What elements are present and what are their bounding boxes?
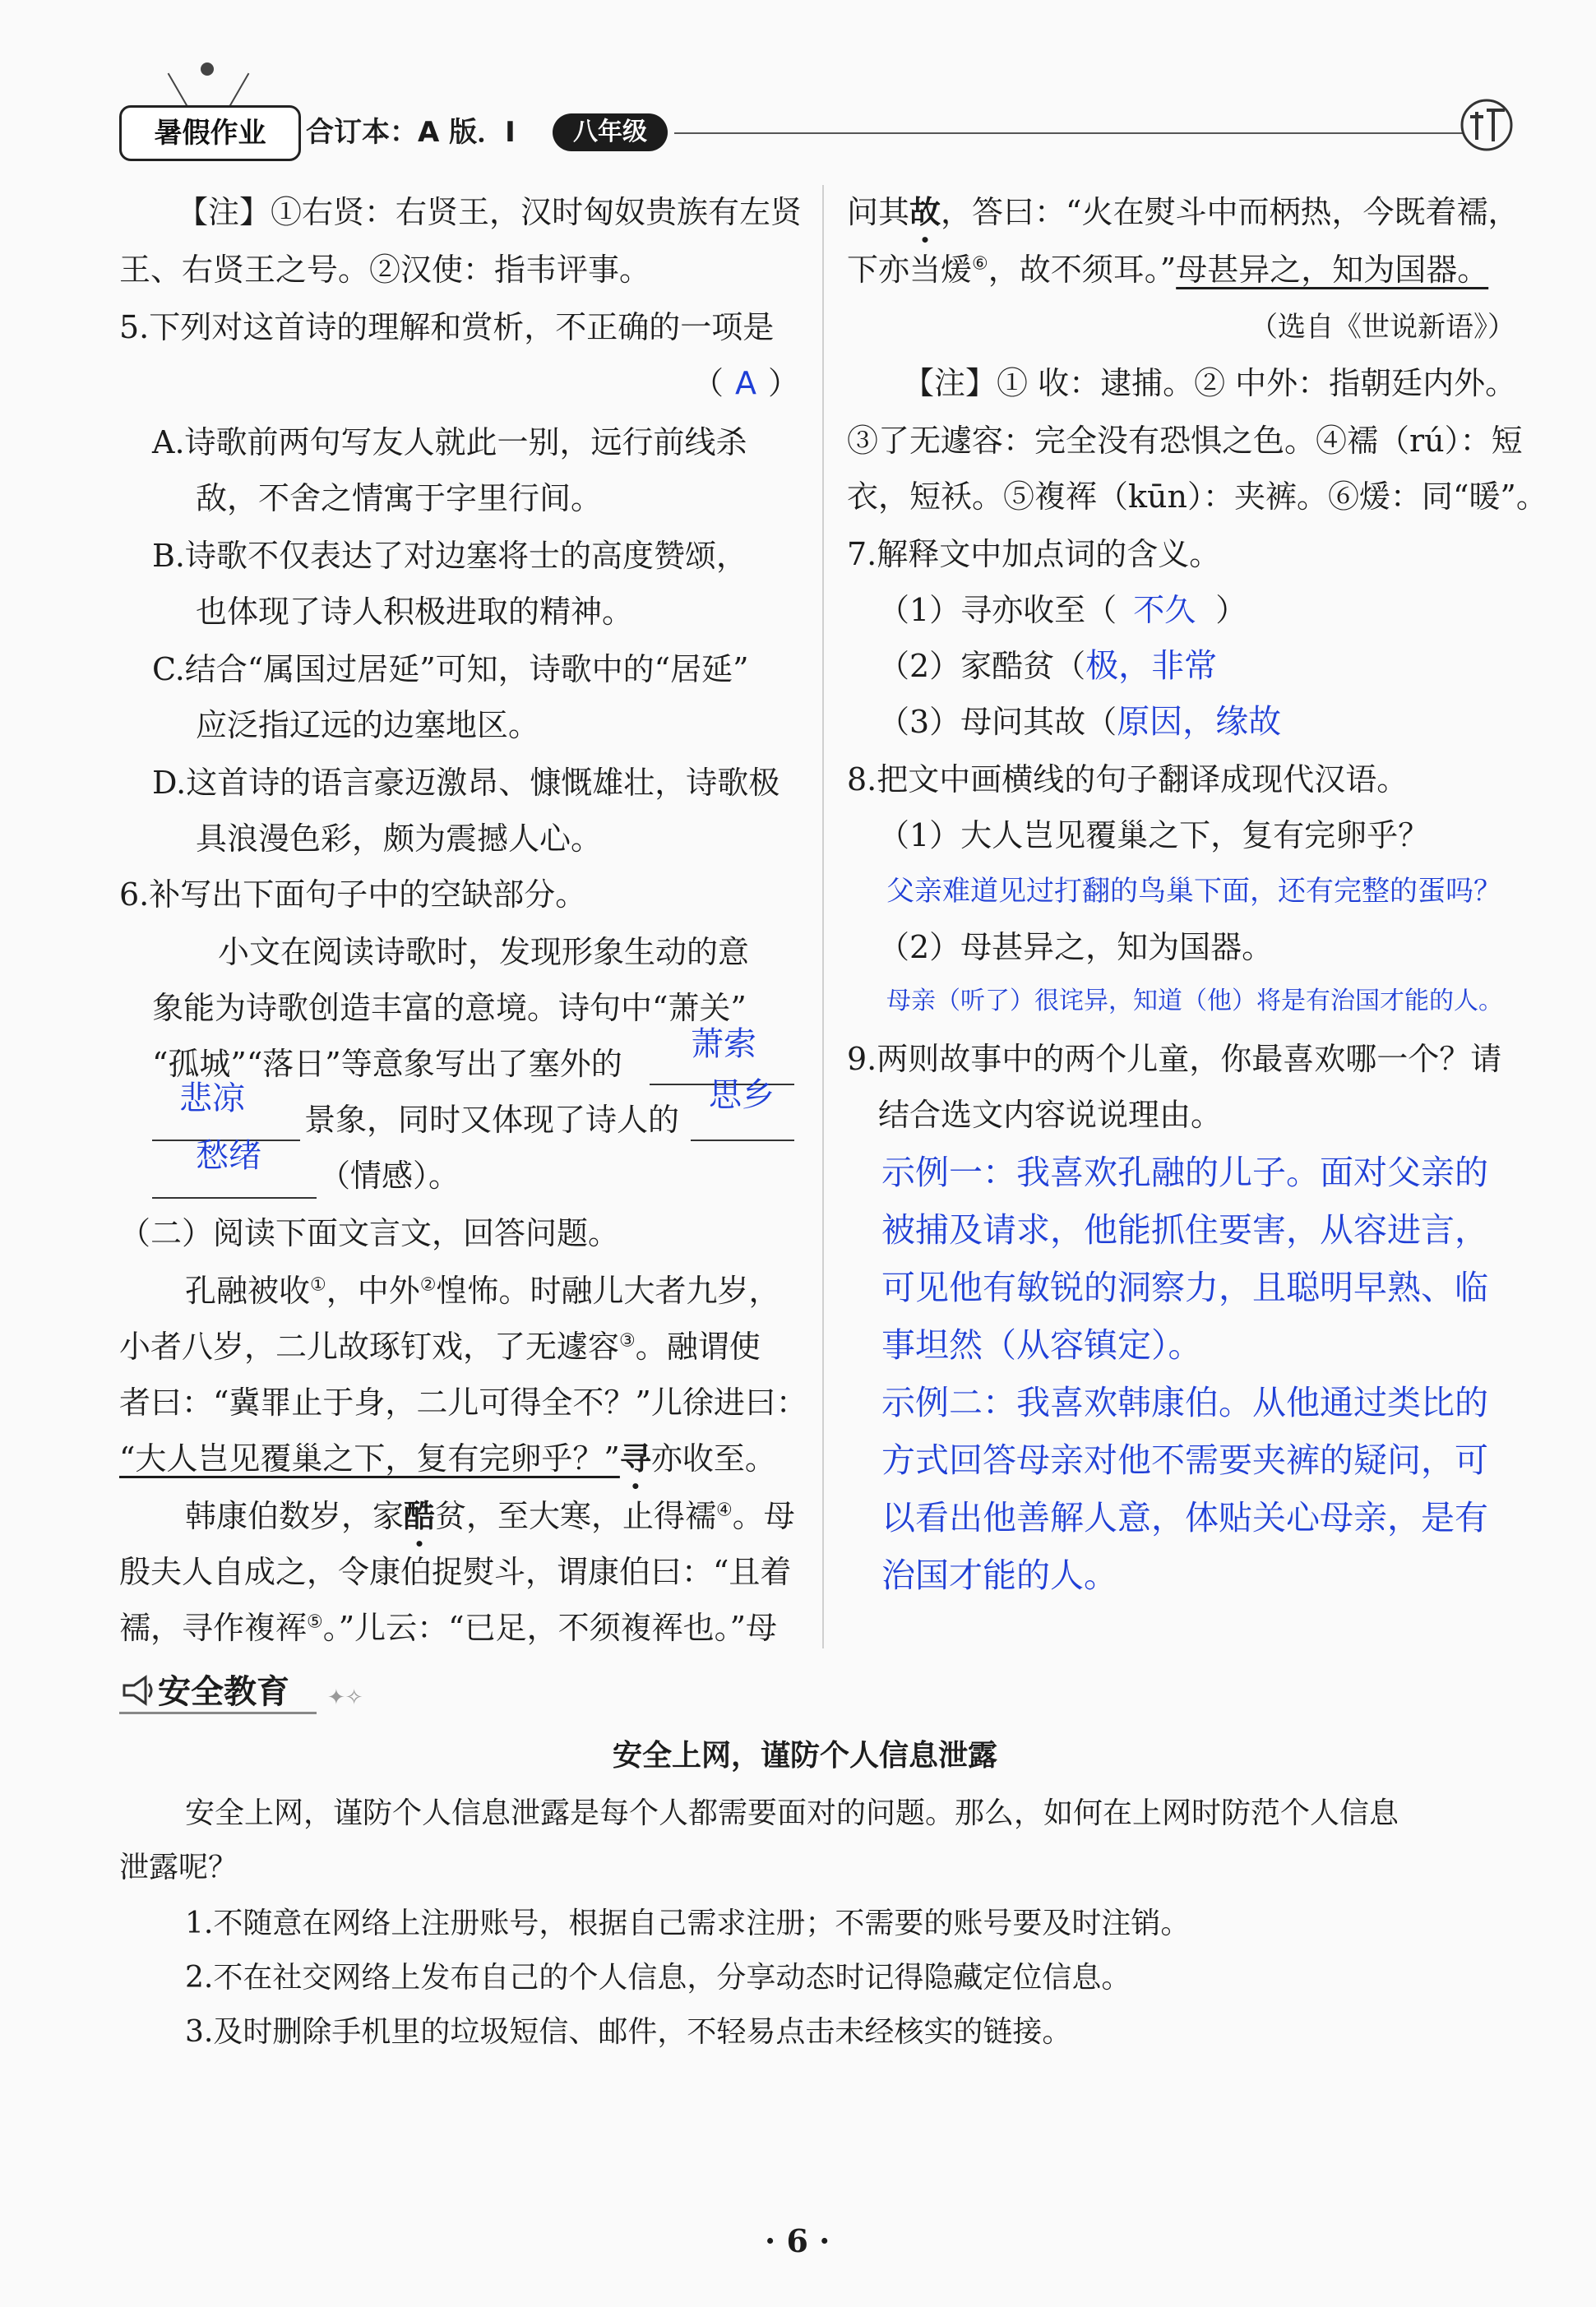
dotted-word-ku: 酷 bbox=[404, 1497, 436, 1534]
q6-line-3: “孤城”“落日”等意象写出了塞外的 bbox=[152, 1046, 622, 1082]
safety-section-heading: 安全教育 bbox=[158, 1673, 289, 1711]
passage2-line-5: 下亦当煖⑥，故不须耳。”母甚异之，知为国器。 bbox=[847, 252, 1489, 288]
brand-logo-icon bbox=[1454, 92, 1528, 158]
hang-knot bbox=[201, 62, 214, 76]
edition-label: 合订本：A 版．I bbox=[306, 116, 516, 149]
q5-stem: 5.下列对这首诗的理解和赏析，不正确的一项是 bbox=[119, 309, 775, 345]
q5-option-b-line2: 也体现了诗人积极进取的精神。 bbox=[196, 594, 634, 630]
passage2-line-1: 韩康伯数岁，家酷贫，至大寒，止得襦④。母 bbox=[185, 1497, 795, 1534]
star-decoration-icon: ✦✧ bbox=[327, 1685, 363, 1710]
passage-note-line-1: 【注】① 收：逮捕。② 中外：指朝廷内外。 bbox=[903, 365, 1517, 401]
q8-item-1: （1）大人岂见覆巢之下，复有完卵乎？ bbox=[878, 817, 1430, 853]
q6-answer-2: 悲凉 bbox=[179, 1080, 245, 1117]
q6-line-4: 景象，同时又体现了诗人的 bbox=[304, 1102, 680, 1138]
q7-answer-1: 不久 bbox=[1133, 592, 1196, 628]
safety-item-3: 3.及时删除手机里的垃圾短信、邮件，不轻易点击未经核实的链接。 bbox=[185, 2015, 1072, 2049]
safety-article-title: 安全上网，谨防个人信息泄露 bbox=[613, 1739, 998, 1773]
q7-item-2: （2）家酷贫（极，非常 bbox=[878, 647, 1218, 685]
q9-stem-line-1: 9.两则故事中的两个儿童，你最喜欢哪一个？请 bbox=[847, 1041, 1502, 1077]
q9-answer-line-4: 事坦然（从容镇定）。 bbox=[881, 1325, 1202, 1365]
passage1-line-2: 小者八岁，二儿故琢钉戏，了无遽容③。融谓使 bbox=[119, 1329, 761, 1365]
q7-item-1: （1）寻亦收至（ 不久 ） bbox=[878, 592, 1247, 628]
safety-intro-line-2: 泄露呢？ bbox=[119, 1851, 238, 1884]
note-line-1: 【注】①右贤：右贤王，汉时匈奴贵族有左贤 bbox=[177, 194, 803, 230]
q6-line-1: 小文在阅读诗歌时，发现形象生动的意 bbox=[218, 934, 750, 970]
translate-target-1: “大人岂见覆巢之下，复有完卵乎？” bbox=[119, 1440, 620, 1477]
dotted-word-gu: 故 bbox=[909, 193, 941, 230]
safety-item-1: 1.不随意在网络上注册账号，根据自己需求注册；不需要的账号要及时注销。 bbox=[185, 1907, 1191, 1940]
source-citation: （选自《世说新语》） bbox=[1250, 311, 1515, 344]
q6-answer-4: 愁绪 bbox=[196, 1137, 261, 1175]
q9-answer-line-1: 示例一：我喜欢孔融的儿子。面对父亲的 bbox=[881, 1153, 1488, 1192]
part-two-heading: （二）阅读下面文言文，回答问题。 bbox=[119, 1215, 620, 1251]
header-rule bbox=[674, 132, 1464, 134]
q5-option-a-line2: 敌，不舍之情寓于字里行间。 bbox=[196, 480, 603, 516]
q5-answer: A bbox=[735, 365, 757, 401]
megaphone-icon bbox=[119, 1672, 155, 1708]
q6-line-2: 象能为诗歌创造丰富的意境。诗句中“萧关” bbox=[152, 990, 747, 1026]
q5-answer-slot: （ A ） bbox=[692, 365, 800, 401]
note-line-2: 王、右贤王之号。②汉使：指韦评事。 bbox=[119, 252, 651, 288]
q6-answer-3: 思乡 bbox=[709, 1076, 775, 1114]
q6-line-5: （情感）。 bbox=[319, 1158, 460, 1194]
dotted-word-xun: 寻 bbox=[619, 1440, 651, 1477]
translate-target-2: 母甚异之，知为国器。 bbox=[1176, 252, 1489, 288]
passage-note-line-3: 衣，短袄。⑤複裈（kūn）：夹裤。⑥煖：同“暖”。 bbox=[847, 479, 1547, 515]
q5-option-b-line1: B.诗歌不仅表达了对边塞将士的高度赞颂， bbox=[152, 538, 748, 574]
q7-answer-2: 极，非常 bbox=[1085, 647, 1218, 685]
q9-answer-line-5: 示例二：我喜欢韩康伯。从他通过类比的 bbox=[881, 1383, 1488, 1422]
q9-stem-line-2: 结合选文内容说说理由。 bbox=[878, 1097, 1223, 1133]
q9-answer-line-2: 被捕及请求，他能抓住要害，从容进言， bbox=[881, 1210, 1488, 1250]
q7-answer-3: 原因，缘故 bbox=[1117, 703, 1282, 741]
q8-answer-2: 母亲（听了）很诧异，知道（他）将是有治国才能的人。 bbox=[886, 987, 1503, 1015]
safety-intro-line-1: 安全上网，谨防个人信息泄露是每个人都需要面对的问题。那么，如何在上网时防范个人信息 bbox=[185, 1796, 1399, 1830]
safety-item-2: 2.不在社交网络上发布自己的个人信息，分享动态时记得隐藏定位信息。 bbox=[185, 1961, 1131, 1995]
q9-answer-line-8: 治国才能的人。 bbox=[881, 1556, 1117, 1595]
q8-stem: 8.把文中画横线的句子翻译成现代汉语。 bbox=[847, 761, 1409, 798]
passage2-line-2: 殷夫人自成之，令康伯捉熨斗，谓康伯曰：“且着 bbox=[119, 1554, 792, 1590]
q6-stem: 6.补写出下面句子中的空缺部分。 bbox=[119, 876, 587, 913]
passage-note-line-2: ③了无遽容：完全没有恐惧之色。④襦（rú）：短 bbox=[847, 423, 1523, 459]
q5-option-a-line1: A.诗歌前两句写友人就此一别，远行前线杀 bbox=[152, 424, 747, 460]
passage2-line-3: 襦，寻作複裈⑤。”儿云：“已足，不须複裈也。”母 bbox=[119, 1610, 778, 1646]
q8-answer-1: 父亲难道见过打翻的鸟巢下面，还有完整的蛋吗？ bbox=[886, 875, 1501, 908]
q5-option-c-line1: C.结合“属国过居延”可知，诗歌中的“居延” bbox=[152, 651, 749, 687]
q9-answer-line-3: 可见他有敏锐的洞察力，且聪明早熟、临 bbox=[881, 1268, 1488, 1307]
q8-item-2: （2）母甚异之，知为国器。 bbox=[878, 929, 1274, 965]
q5-option-c-line2: 应泛指辽远的边塞地区。 bbox=[196, 707, 540, 743]
passage2-line-4: 问其故，答曰：“火在熨斗中而柄热，今既着襦， bbox=[847, 193, 1520, 230]
q5-option-d-line2: 具浪漫色彩，颇为震撼人心。 bbox=[196, 821, 603, 857]
q5-option-d-line1: D.这首诗的语言豪迈激昂、慷慨雄壮，诗歌极 bbox=[152, 765, 780, 801]
q9-answer-line-7: 以看出他善解人意，体贴关心母亲，是有 bbox=[881, 1498, 1488, 1537]
page-number: · 6 · bbox=[765, 2222, 830, 2259]
q7-item-3: （3）母问其故（原因，缘故 bbox=[878, 703, 1282, 741]
q9-answer-line-6: 方式回答母亲对他不需要夹裤的疑问，可 bbox=[881, 1440, 1488, 1480]
passage1-line-1: 孔融被收①，中外②惶怖。时融儿大者九岁， bbox=[185, 1273, 780, 1309]
passage1-line-4: “大人岂见覆巢之下，复有完卵乎？”寻亦收至。 bbox=[119, 1440, 776, 1477]
grade-badge: 八年级 bbox=[553, 113, 668, 151]
column-divider bbox=[822, 185, 824, 1648]
summer-homework-badge: 暑假作业 bbox=[119, 105, 301, 161]
safety-section-underline bbox=[119, 1712, 317, 1714]
passage1-line-3: 者曰：“冀罪止于身，二儿可得全不？”儿徐进曰： bbox=[119, 1385, 807, 1421]
q7-stem: 7.解释文中加点词的含义。 bbox=[847, 536, 1221, 572]
q6-answer-1: 萧索 bbox=[691, 1025, 756, 1063]
